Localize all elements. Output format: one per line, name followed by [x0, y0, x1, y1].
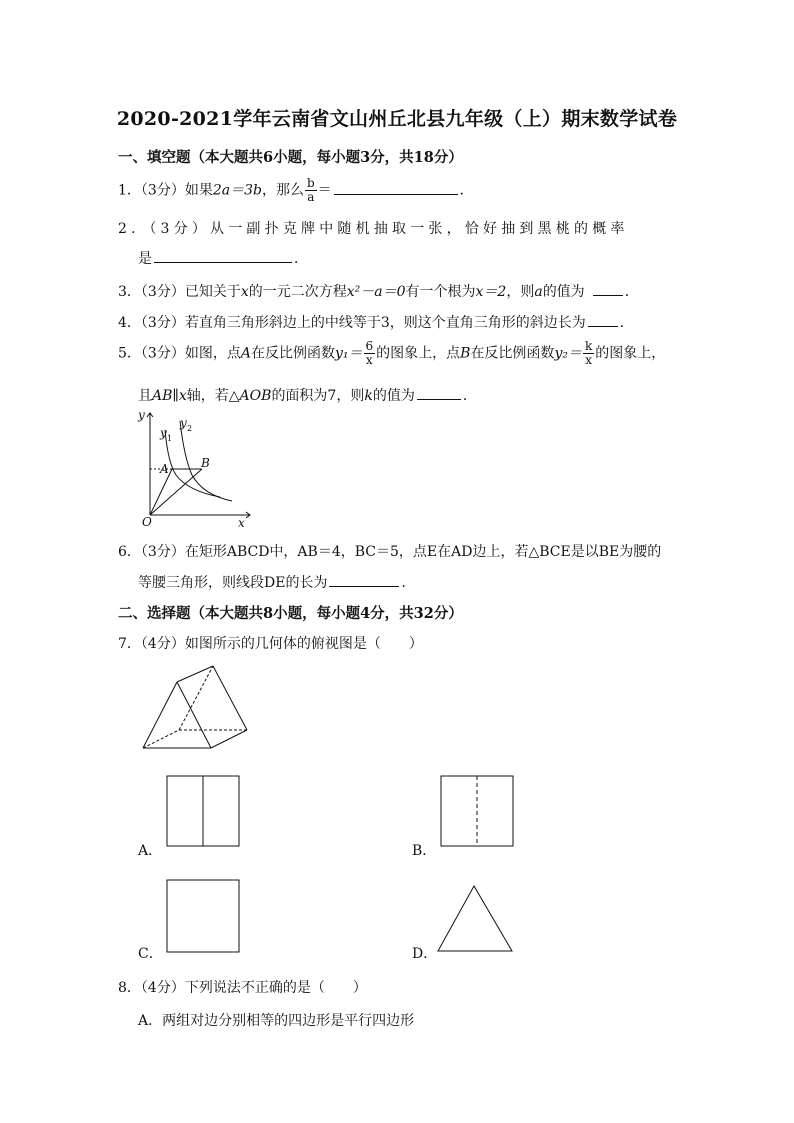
q5-line2-a: 且 — [138, 388, 152, 404]
label-y1-sub: 1 — [167, 434, 173, 443]
q1-frac-num: b — [306, 176, 315, 190]
label-x: x — [238, 516, 245, 530]
q1-answer-blank[interactable] — [334, 182, 458, 195]
q5-y2: y₂＝ — [554, 345, 582, 362]
q6-text-b: 等腰三角形，则线段DE的长为 — [138, 575, 328, 591]
q8-text: （4分）下列说法不正确的是（ ） — [140, 980, 367, 996]
q3-text-a: （3分）已知关于 — [140, 284, 241, 300]
q1-number: 1． — [118, 182, 141, 199]
q3-root: x＝2 — [475, 284, 507, 300]
q7-number: 7． — [118, 636, 141, 652]
q5-text-d: 在反比例函数 — [470, 345, 555, 362]
q5-f1-num: 6 — [365, 339, 374, 353]
q5-point-a: A — [240, 345, 251, 362]
q3-text-c: 有一个根为 — [405, 284, 476, 300]
label-b: B — [201, 456, 210, 470]
q6-end: ． — [401, 575, 416, 591]
q3-var-x: x — [240, 284, 249, 300]
option-a-figure[interactable] — [166, 775, 242, 849]
q5-f1-den: x — [365, 353, 373, 367]
q1-text-b: ，那么 — [261, 182, 304, 199]
q5-f2-den: x — [585, 353, 592, 367]
q5-f2-num: k — [584, 339, 593, 353]
option-b-figure[interactable] — [440, 775, 516, 849]
question-8 — [118, 977, 367, 997]
question-4 — [118, 312, 634, 332]
q5-fraction-2 — [583, 340, 594, 367]
question-3 — [118, 281, 639, 301]
option-d-label[interactable]: D． — [412, 946, 438, 962]
q3-answer-blank[interactable] — [593, 283, 623, 296]
q5-y1: y₁＝ — [334, 345, 363, 362]
q1-text: 如果 — [184, 182, 213, 199]
q5-point-b: B — [460, 345, 471, 362]
q2-text-b: 是 — [138, 251, 152, 267]
question-6-line1 — [118, 541, 661, 561]
q5-end: ． — [462, 388, 477, 404]
q2-end: ． — [294, 251, 308, 267]
q7-text: （4分）如图所示的几何体的俯视图是（ ） — [140, 636, 423, 652]
q6-text: （3分）在矩形ABCD中，AB＝4，BC＝5，点E在AD边上，若△BCE是以BE为腰的 — [140, 544, 662, 560]
q5-ab: AB∥x — [152, 388, 187, 404]
q4-answer-blank[interactable] — [588, 314, 618, 327]
q5-text-a: （3分）如图，点 — [140, 345, 241, 362]
option-d-figure[interactable] — [436, 884, 516, 954]
label-y: y — [138, 408, 145, 422]
question-6-line2 — [138, 572, 415, 592]
option-a-label[interactable]: A． — [138, 843, 163, 859]
q1-eq: ＝ — [317, 182, 332, 199]
q5-line2-b: 轴，若△ — [186, 388, 240, 404]
q1-score: （3分） — [140, 182, 185, 199]
q5-text-b: 在反比例函数 — [250, 345, 335, 362]
q3-text-d: ，则 — [506, 284, 535, 300]
q6-number: 6． — [118, 544, 141, 560]
q5-answer-blank[interactable] — [417, 387, 461, 400]
q6-answer-blank[interactable] — [329, 574, 399, 587]
q5-line2-d: 的值为 — [372, 388, 415, 404]
q3-text-e: 的值为 — [542, 284, 585, 300]
q5-text-c: 的图象上，点 — [376, 345, 461, 362]
question-2-line1 — [118, 218, 629, 238]
q5-aob: AOB — [239, 388, 272, 404]
option-c-label[interactable]: C． — [138, 946, 163, 962]
q2-text: （3分）从一副扑克牌中随机抽取一张，恰好抽到黑桃的概率 — [149, 221, 629, 237]
q3-number: 3． — [118, 284, 141, 300]
question-1 — [118, 177, 474, 204]
option-b-label[interactable]: B． — [412, 843, 437, 859]
segment-ob — [150, 469, 202, 515]
q3-var-a: a — [534, 284, 543, 300]
q5-fraction-1 — [364, 340, 376, 367]
q5-number: 5． — [118, 345, 141, 362]
q1-frac-den: a — [307, 190, 315, 204]
q1-expr: 2a＝3b — [212, 182, 262, 199]
section-2-heading: 二、选择题（本大题共8小题，每小题4分，共32分） — [118, 605, 463, 622]
label-a: A — [160, 462, 169, 476]
q1-end: ． — [459, 182, 474, 199]
q8-number: 8． — [118, 980, 141, 996]
q4-text: （3分）若直角三角形斜边上的中线等于3，则这个直角三角形的斜边长为 — [140, 315, 586, 331]
question-2-line2 — [138, 248, 308, 268]
page-title: 2020-2021学年云南省文山州丘北县九年级（上）期末数学试卷 — [116, 108, 678, 130]
q3-text-b: 的一元二次方程 — [248, 284, 347, 300]
question-5-line1 — [118, 340, 665, 367]
q3-equation: x²－a＝0 — [346, 284, 406, 300]
label-o: O — [142, 515, 152, 529]
q5-line2-c: 的面积为7，则 — [271, 388, 365, 404]
q8-option-a[interactable]: A．两组对边分别相等的四边形是平行四边形 — [138, 1013, 415, 1029]
q4-end: ． — [619, 315, 634, 331]
q4-number: 4． — [118, 315, 141, 331]
q2-answer-blank[interactable] — [154, 250, 292, 263]
label-y2-sub: 2 — [187, 424, 193, 433]
q1-fraction — [305, 177, 317, 204]
q2-number: 2． — [118, 221, 150, 237]
q7-prism-figure — [135, 660, 255, 755]
q5-text-e: 的图象上， — [595, 345, 666, 362]
label-y1: y — [160, 426, 167, 440]
question-7 — [118, 633, 423, 653]
question-5-line2 — [138, 385, 477, 405]
label-y2: y — [180, 416, 187, 430]
curve-y1 — [165, 430, 220, 497]
section-1-heading: 一、填空题（本大题共6小题，每小题3分，共18分） — [118, 149, 463, 166]
q3-end: ． — [624, 284, 639, 300]
q5-k: k — [364, 388, 373, 404]
option-c-figure[interactable] — [166, 879, 242, 953]
q5-figure — [128, 405, 258, 530]
